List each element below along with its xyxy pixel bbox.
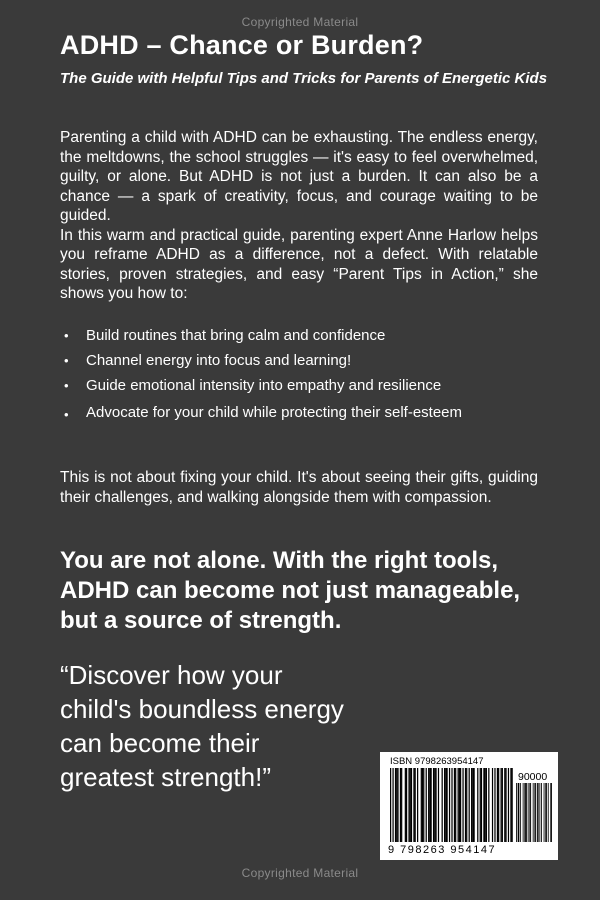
barcode-bar xyxy=(434,768,435,842)
barcode-bar xyxy=(458,768,459,842)
barcode-bar xyxy=(510,768,511,842)
barcode-bar xyxy=(390,768,391,842)
barcode-bar xyxy=(548,783,549,842)
barcode-bar xyxy=(537,783,538,842)
emphasis-statement: You are not alone. With the right tools, ADHD can become not just manageable, but a source of strength. xyxy=(60,547,521,634)
barcode-bar xyxy=(498,768,499,842)
intro-paragraph-2: In this warm and practical guide, parenting expert Anne Harlow helps you reframe ADHD as a difference, not a defect. With relatable stories, proven strategies, and easy “Parent Tips in Action,” she shows you how to: xyxy=(60,226,538,302)
barcode-bar xyxy=(529,783,530,842)
list-item xyxy=(60,351,520,371)
barcode-bar xyxy=(480,768,481,842)
bullet-icon: • xyxy=(64,353,69,368)
barcode-bar xyxy=(422,768,423,842)
barcode-bar xyxy=(401,768,402,842)
list-item-text: Guide emotional intensity into empathy and resilience xyxy=(86,377,442,394)
barcode xyxy=(380,752,558,860)
barcode-bar xyxy=(460,768,461,842)
barcode-digits: 9 798263 954147 xyxy=(388,844,497,856)
barcode-bar xyxy=(494,768,495,842)
closing-paragraph: This is not about fixing your child. It's about seeing their gifts, guiding their challenges, and walking alongside them with compassion. xyxy=(60,469,538,506)
bullet-icon: • xyxy=(64,328,69,343)
barcode-bar xyxy=(497,768,498,842)
barcode-bar xyxy=(516,783,517,842)
barcode-bar xyxy=(454,768,455,842)
barcode-bar xyxy=(465,768,466,842)
barcode-bar xyxy=(417,768,418,842)
barcode-bar xyxy=(462,768,463,842)
barcode-bar xyxy=(449,768,450,842)
barcode-bar xyxy=(469,768,470,842)
tips-list xyxy=(60,326,520,430)
barcode-bar xyxy=(445,768,446,842)
list-item-text: Channel energy into focus and learning! xyxy=(86,352,352,369)
barcode-bar xyxy=(415,768,416,842)
barcode-bar xyxy=(411,768,412,842)
barcode-bar xyxy=(544,783,545,842)
barcode-bar xyxy=(408,768,409,842)
price-code: 90000 xyxy=(518,771,548,783)
barcode-bar xyxy=(519,783,520,842)
barcode-bar xyxy=(528,783,529,842)
barcode-bar xyxy=(502,768,503,842)
barcode-bar xyxy=(545,783,546,842)
barcode-addon-bars xyxy=(516,783,552,842)
barcode-bar xyxy=(423,768,424,842)
barcode-bar xyxy=(508,768,509,842)
barcode-bar xyxy=(524,783,525,842)
barcode-bar xyxy=(451,768,452,842)
barcode-bars xyxy=(390,768,514,842)
barcode-bar xyxy=(410,768,411,842)
barcode-bar xyxy=(471,768,472,842)
barcode-bar xyxy=(520,783,521,842)
barcode-bar xyxy=(550,783,551,842)
barcode-bar xyxy=(533,783,534,842)
barcode-bar xyxy=(459,768,460,842)
barcode-bar xyxy=(485,768,486,842)
barcode-bar xyxy=(483,768,484,842)
barcode-bar xyxy=(473,768,474,842)
barcode-bar xyxy=(481,768,482,842)
bullet-icon: • xyxy=(64,407,69,422)
barcode-bar xyxy=(472,768,473,842)
barcode-bar xyxy=(396,768,397,842)
barcode-bar xyxy=(397,768,398,842)
barcode-bar xyxy=(392,768,393,842)
barcode-bar xyxy=(426,768,427,842)
barcode-bar xyxy=(518,783,519,842)
barcode-bar xyxy=(526,783,527,842)
barcode-bar xyxy=(395,768,396,842)
list-item-text: Build routines that bring calm and confidence xyxy=(86,327,386,344)
intro-text xyxy=(60,128,538,304)
barcode-bar xyxy=(446,768,447,842)
barcode-bar xyxy=(455,768,456,842)
barcode-bar xyxy=(429,768,430,842)
barcode-bar xyxy=(523,783,524,842)
barcode-bar xyxy=(466,768,467,842)
barcode-bar xyxy=(538,783,539,842)
bullet-icon: • xyxy=(64,378,69,393)
book-subtitle: The Guide with Helpful Tips and Tricks for Parents of Energetic Kids xyxy=(60,70,548,87)
list-item xyxy=(60,376,520,396)
book-title: ADHD – Chance or Burden? xyxy=(60,30,424,60)
barcode-bar xyxy=(477,768,478,842)
barcode-bar xyxy=(488,768,489,842)
copyright-watermark-top: Copyrighted Material xyxy=(241,15,359,29)
barcode-bar xyxy=(428,768,429,842)
barcode-bar xyxy=(512,768,513,842)
barcode-bar xyxy=(406,768,407,842)
barcode-bar xyxy=(405,768,406,842)
barcode-bar xyxy=(534,783,535,842)
barcode-bar xyxy=(433,768,434,842)
pull-quote: “Discover how your child's boundless energy can become their greatest strength!” xyxy=(60,660,344,792)
barcode-bar xyxy=(486,768,487,842)
barcode-bar xyxy=(442,768,443,842)
barcode-bar xyxy=(535,783,536,842)
barcode-bar xyxy=(525,783,526,842)
intro-paragraph-1: Parenting a child with ADHD can be exhausting. The endless energy, the meltdowns, the school struggles — it's easy to feel overwhelmed, guilty, or alone. But ADHD is not just a burden. It can also be a chance — a spark of creativity, focus, and courage waiting to be guided. xyxy=(60,129,538,224)
barcode-bar xyxy=(505,768,506,842)
barcode-bar xyxy=(541,783,542,842)
barcode-bar xyxy=(501,768,502,842)
barcode-bar xyxy=(539,783,540,842)
barcode-bar xyxy=(413,768,414,842)
barcode-bar xyxy=(551,783,552,842)
list-item-text: Advocate for your child while protecting their self-esteem xyxy=(86,404,463,421)
barcode-bar xyxy=(400,768,401,842)
list-item xyxy=(60,401,520,425)
barcode-bar xyxy=(530,783,531,842)
isbn-label: ISBN 9798263954147 xyxy=(390,756,484,767)
barcode-bar xyxy=(421,768,422,842)
barcode-bar xyxy=(431,768,432,842)
barcode-bar xyxy=(444,768,445,842)
copyright-watermark-bottom: Copyrighted Material xyxy=(241,866,359,880)
barcode-bar xyxy=(504,768,505,842)
barcode-bar xyxy=(492,768,493,842)
list-item xyxy=(60,326,520,346)
barcode-bar xyxy=(546,783,547,842)
barcode-bar xyxy=(435,768,436,842)
barcode-bar xyxy=(438,768,439,842)
